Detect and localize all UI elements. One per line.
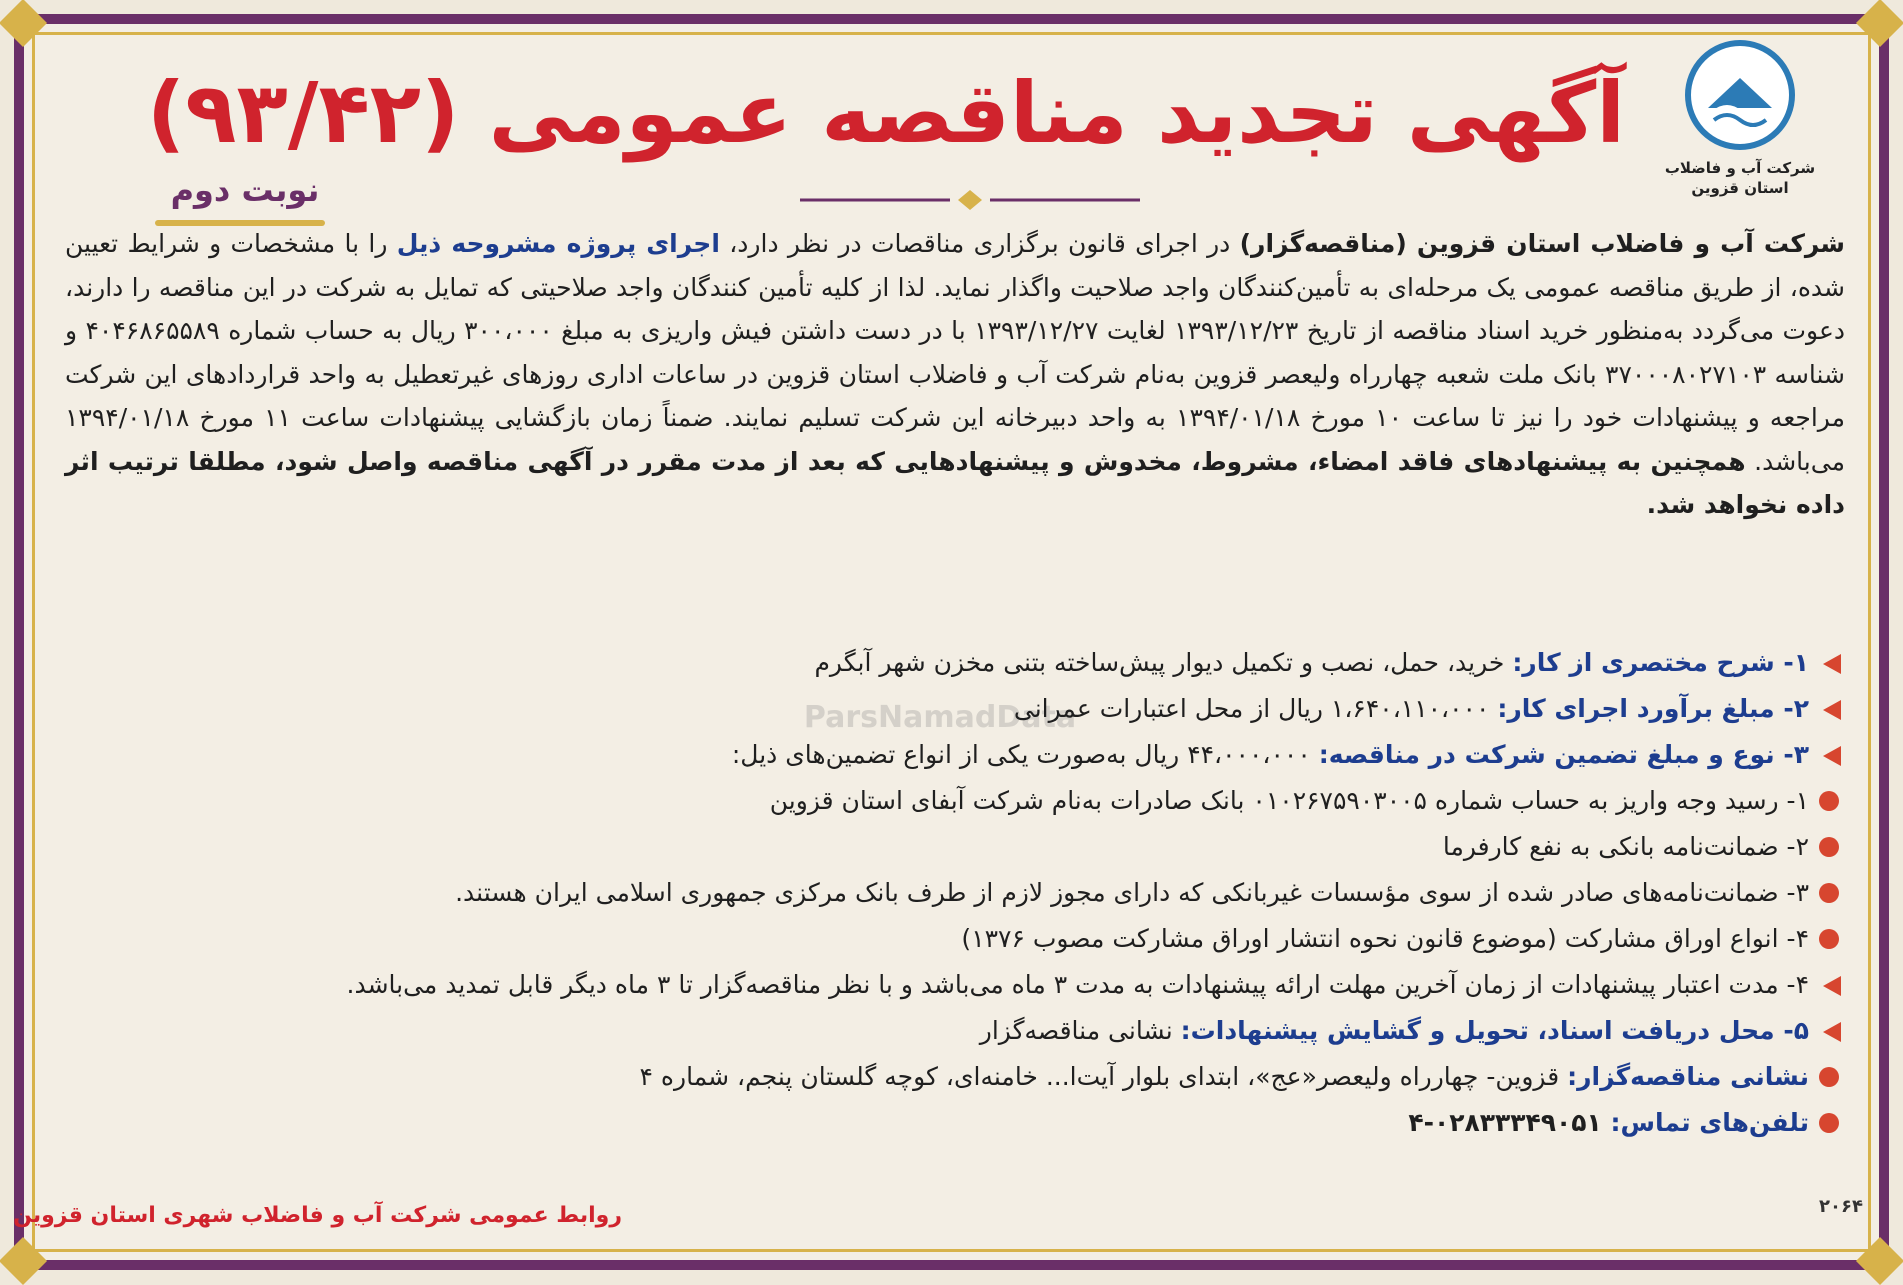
list-item: ۱- رسید وجه واریز به حساب شماره ۰۱۰۲۶۷۵۹۰۳۰۰۵ بانک صادرات به‌نام شرکت آبفای استان قزوین xyxy=(70,778,1845,824)
publisher-credit: روابط عمومی شرکت آب و فاضلاب شهری استان قزوین xyxy=(13,1203,622,1228)
watermark: ParsNamadData xyxy=(803,700,1077,735)
corner-ornament xyxy=(1856,1237,1903,1285)
list-item: ۴- انواع اوراق مشارکت (موضوع قانون نحوه انتشار اوراق مشارکت مصوب ۱۳۷۶) xyxy=(70,916,1845,962)
dot-bullet-icon xyxy=(1819,837,1839,857)
ad-title: آگهی تجدید مناقصه عمومی (۹۳/۴۲) xyxy=(146,64,1625,162)
title-ornament-icon xyxy=(800,190,1140,210)
corner-ornament xyxy=(0,1237,47,1285)
list-item: ۴- مدت اعتبار پیشنهادات از زمان آخرین مهلت ارائه پیشنهادات به مدت ۳ ماه می‌باشد و با نظر مناقصه‌گزار تا ۳ ماه دیگر قابل تمدید می‌باشد. xyxy=(70,962,1845,1008)
triangle-bullet-icon xyxy=(1823,700,1841,720)
body-text: در اجرای قانون برگزاری مناقصات در نظر دارد، xyxy=(719,229,1240,258)
list-item: تلفن‌های تماس: ۰۲۸۳۳۳۴۹۰۵۱-۴ xyxy=(70,1100,1845,1146)
body-warning: همچنین به پیشنهادهای فاقد امضاء، مشروط، مخدوش و پیشنهادهایی که بعد از مدت مقرر در آگهی مناقصه واصل شود، مطلقا ترتیب اثر داده نخواهد شد. xyxy=(65,446,1845,519)
dot-bullet-icon xyxy=(1819,883,1839,903)
ad-code: ۲۰۶۴ xyxy=(1819,1196,1863,1217)
body-project-highlight: اجرای پروژه مشروحه ذیل xyxy=(396,229,720,258)
water-wave-logo-icon xyxy=(1685,40,1795,150)
list-item: ۲- مبلغ برآورد اجرای کار: ۱،۶۴۰،۱۱۰،۰۰۰ ریال از محل اعتبارات عمرانی xyxy=(70,686,1845,732)
triangle-bullet-icon xyxy=(1823,1022,1841,1042)
list-item: ۳- ضمانت‌نامه‌های صادر شده از سوی مؤسسات غیربانکی که دارای مجوز لازم از طرف بانک مرکزی جمهوری اسلامی ایران هستند. xyxy=(70,870,1845,916)
ad-header xyxy=(40,30,1835,220)
company-logo xyxy=(1655,40,1825,210)
list-item: ۲- ضمانت‌نامه بانکی به نفع کارفرما xyxy=(70,824,1845,870)
ad-items-list xyxy=(70,640,1845,1146)
triangle-bullet-icon xyxy=(1823,746,1841,766)
dot-bullet-icon xyxy=(1819,791,1839,811)
list-item: نشانی مناقصه‌گزار: قزوین- چهارراه ولیعصر«عج»، ابتدای بلوار آیت‌ا... خامنه‌ای، کوچه گلستان پنجم، شماره ۴ xyxy=(70,1054,1845,1100)
ad-body-paragraph xyxy=(65,222,1845,527)
company-name: شرکت آب و فاضلاب استان قزوین xyxy=(1664,159,1816,197)
list-item: ۳- نوع و مبلغ تضمین شرکت در مناقصه: ۴۴،۰۰۰،۰۰۰ ریال به‌صورت یکی از انواع تضمین‌های ذیل: xyxy=(70,732,1845,778)
corner-ornament xyxy=(1856,0,1903,47)
body-text-main: را با مشخصات و شرایط تعیین شده، از طریق مناقصه عمومی یک مرحله‌ای به تأمین‌کنندگان واجد صلاحیت واگذار نماید. لذا از کلیه تأمین کنندگان واجد صلاحیتی که تمایل به شرکت در این مناقصه را دارند، دعوت می‌گردد به‌منظور خرید اسناد مناقصه از تاریخ ۱۳۹۳/۱۲/۲۳ لغایت ۱۳۹۳/۱۲/۲۷ با در دست داشتن فیش واریزی به مبلغ ۳۰۰،۰۰۰ ریال به حساب شماره ۴۰۴۶۸۶۵۵۸۹ و شناسه ۳۷۰۰۰۸۰۲۷۱۰۳ بانک ملت شعبه چهارراه ولیعصر قزوین به‌نام شرکت آب و فاضلاب استان قزوین در ساعات اداری روزهای غیرتعطیل به واحد قراردادهای این شرکت مراجعه و پیشنهادات خود را نیز تا ساعت ۱۰ مورخ ۱۳۹۴/۰۱/۱۸ به واحد دبیرخانه این شرکت تسلیم نمایند. ضمناً زمان بازگشایی پیشنهادات ساعت ۱۱ مورخ ۱۳۹۴/۰۱/۱۸ می‌باشد. xyxy=(65,229,1846,476)
dot-bullet-icon xyxy=(1819,1113,1839,1133)
triangle-bullet-icon xyxy=(1823,976,1841,996)
list-item: ۵- محل دریافت اسناد، تحویل و گشایش پیشنهادات: نشانی مناقصه‌گزار xyxy=(70,1008,1845,1054)
triangle-bullet-icon xyxy=(1823,654,1841,674)
dot-bullet-icon xyxy=(1819,929,1839,949)
dot-bullet-icon xyxy=(1819,1067,1839,1087)
body-company-name: شرکت آب و فاضلاب استان قزوین (مناقصه‌گزار) xyxy=(1239,229,1845,258)
round-label: نوبت دوم xyxy=(170,171,320,209)
list-item: ۱- شرح مختصری از کار: خرید، حمل، نصب و تکمیل دیوار پیش‌ساخته بتنی مخزن شهر آبگرم xyxy=(70,640,1845,686)
